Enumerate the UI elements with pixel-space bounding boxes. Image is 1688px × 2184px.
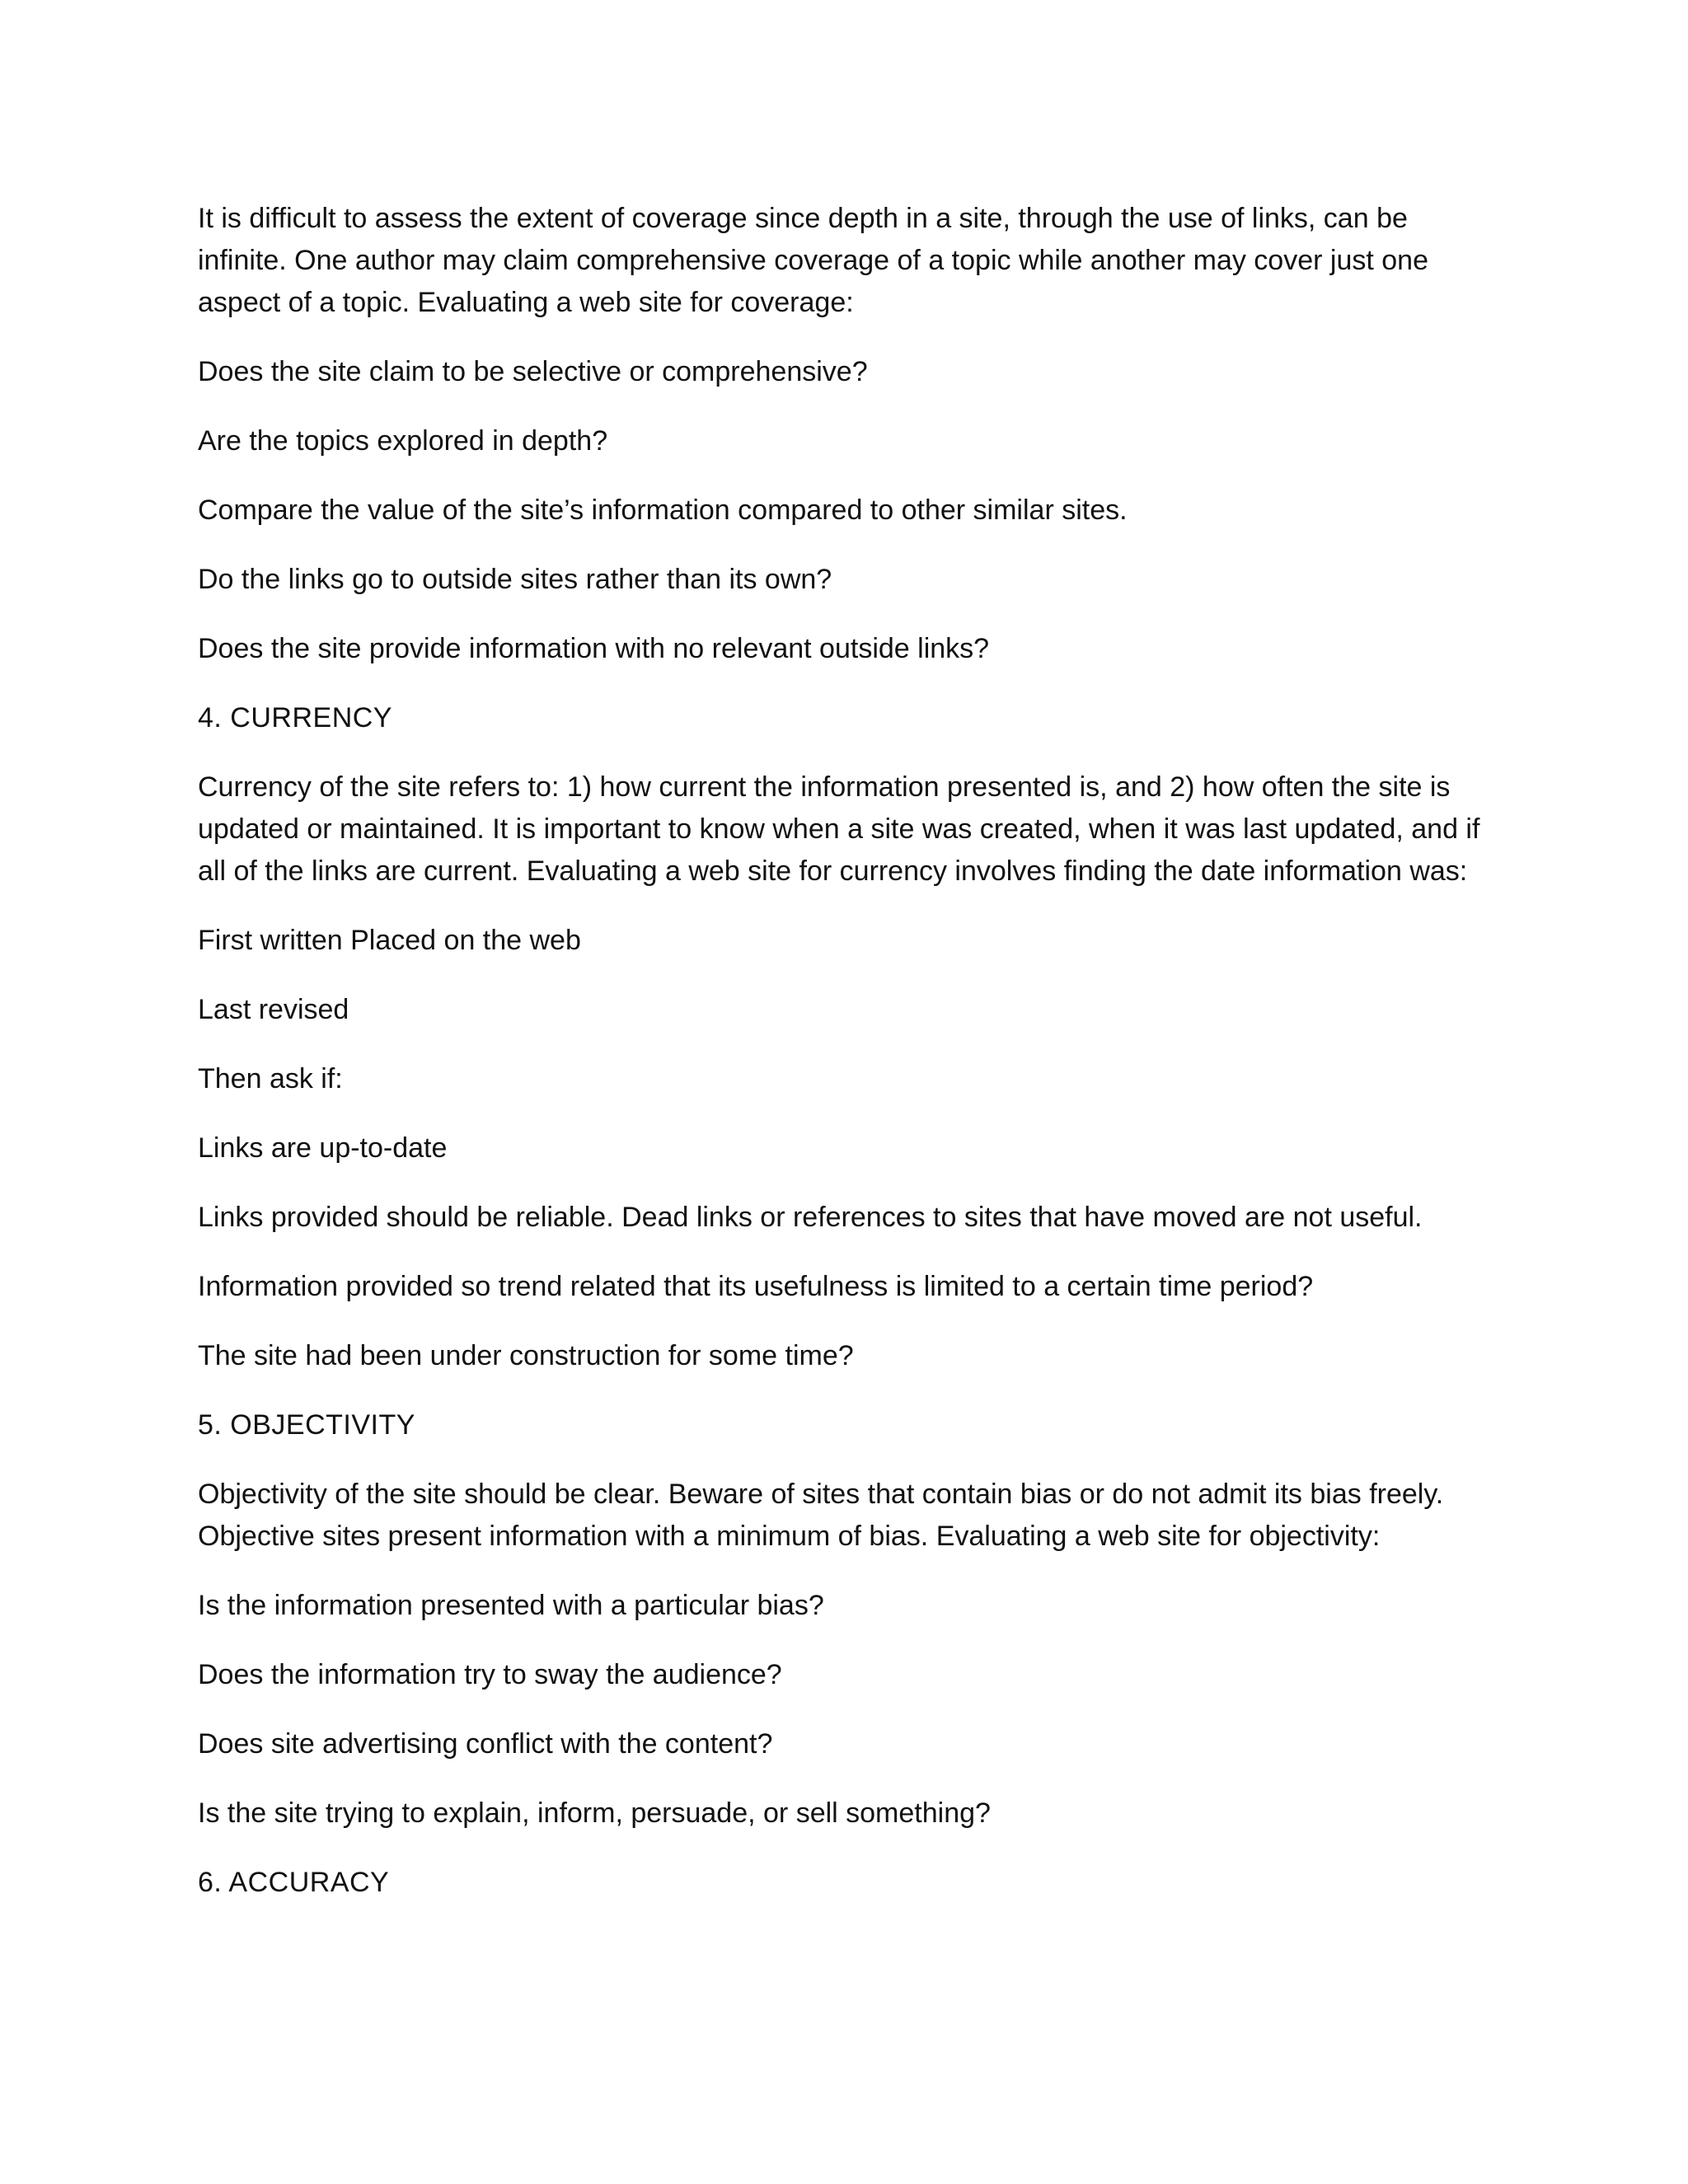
section-heading-objectivity: 5. OBJECTIVITY <box>198 1409 415 1441</box>
coverage-question-no-links: Does the site provide information with no relevant outside links? <box>198 633 990 664</box>
objectivity-question-sway: Does the information try to sway the audience? <box>198 1659 782 1690</box>
currency-item-trend-related: Information provided so trend related that its usefulness is limited to a certain time period? <box>198 1271 1314 1302</box>
document-body <box>198 198 1484 1931</box>
objectivity-intro-paragraph: Objectivity of the site should be clear. Beware of sites that contain bias or do not admit its bias freely. Objective sites present information with a minimum of bias. Evaluating a web site for objectivity: <box>198 1479 1444 1552</box>
coverage-intro-paragraph: It is difficult to assess the extent of coverage since depth in a site, through the use of links, can be infinite. One author may claim comprehensive coverage of a topic while another may cover just one aspect of a topic. Evaluating a web site for coverage: <box>198 203 1428 318</box>
objectivity-question-bias: Is the information presented with a particular bias? <box>198 1590 824 1621</box>
currency-item-first-written: First written Placed on the web <box>198 925 581 956</box>
objectivity-question-purpose: Is the site trying to explain, inform, persuade, or sell something? <box>198 1797 991 1829</box>
section-heading-accuracy: 6. ACCURACY <box>198 1867 390 1898</box>
coverage-question-depth: Are the topics explored in depth? <box>198 425 608 457</box>
coverage-question-outside-links: Do the links go to outside sites rather than its own? <box>198 564 832 595</box>
section-heading-currency: 4. CURRENCY <box>198 702 392 733</box>
currency-intro-paragraph: Currency of the site refers to: 1) how current the information presented is, and 2) how often the site is updated or maintained. It is important to know when a site was created, when it was last updated, and if all of the links are current. Evaluating a web site for currency involves finding the date information was: <box>198 771 1480 887</box>
currency-item-links-up-to-date: Links are up-to-date <box>198 1132 448 1164</box>
coverage-question-compare: Compare the value of the site’s information compared to other similar sites. <box>198 494 1128 526</box>
objectivity-question-advertising: Does site advertising conflict with the content? <box>198 1728 773 1760</box>
currency-item-last-revised: Last revised <box>198 994 349 1025</box>
currency-then-ask: Then ask if: <box>198 1063 343 1094</box>
currency-item-links-reliable: Links provided should be reliable. Dead links or references to sites that have moved are not useful. <box>198 1202 1423 1233</box>
coverage-question-selective: Does the site claim to be selective or comprehensive? <box>198 356 868 387</box>
currency-item-under-construction: The site had been under construction for some time? <box>198 1340 854 1371</box>
